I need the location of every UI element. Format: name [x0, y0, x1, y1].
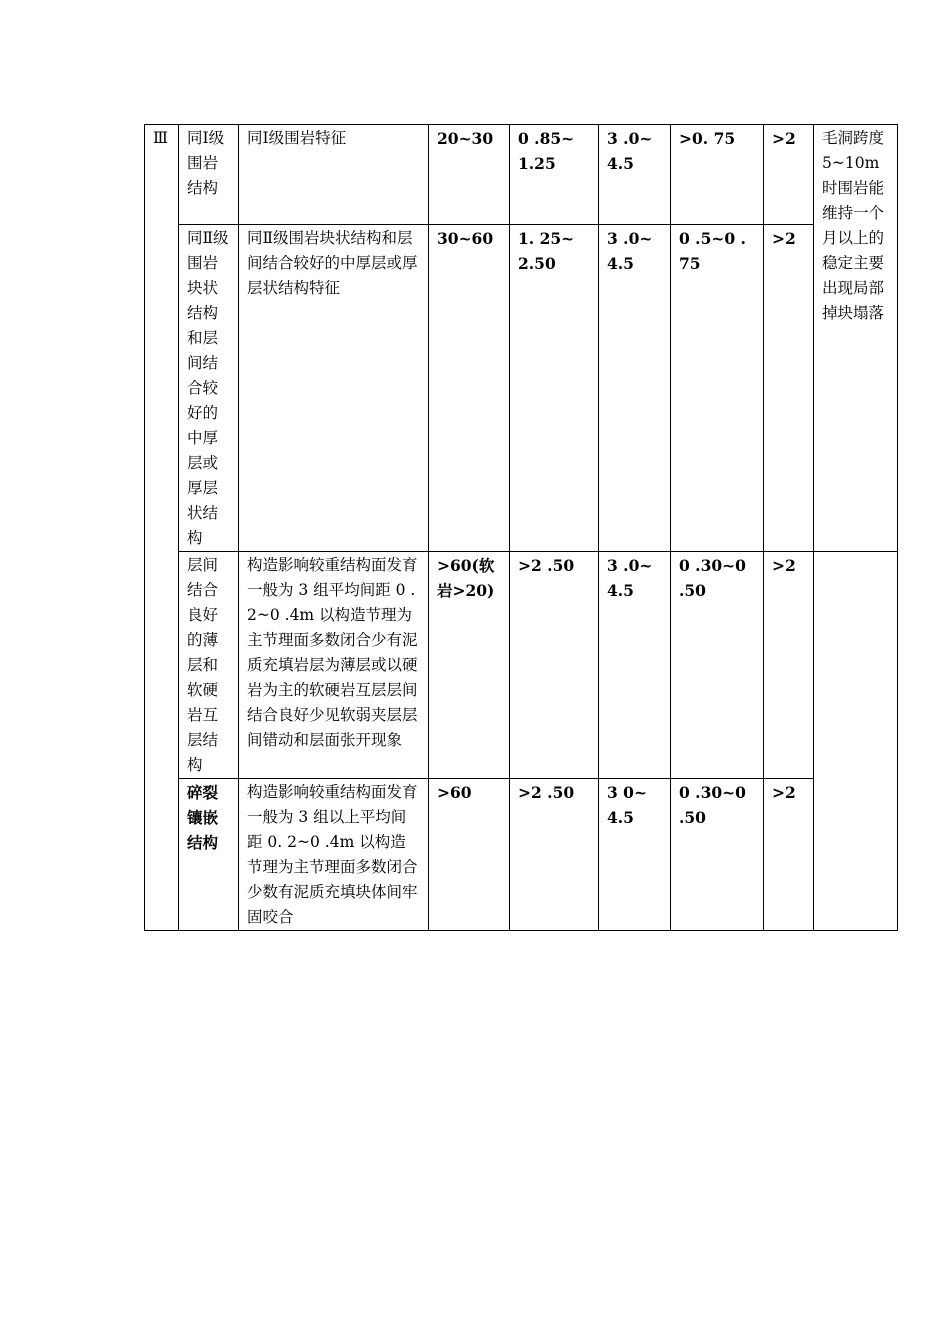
value-cell: 0 .85~1.25	[510, 125, 599, 225]
structure-cell: 同Ⅱ级围岩块状结构和层间结合较好的中厚层或厚层状结构	[179, 225, 239, 552]
value-cell: >2 .50	[510, 552, 599, 779]
value-cell: 20~30	[429, 125, 510, 225]
value-cell: 3 .0~4.5	[599, 552, 671, 779]
value-cell: >60(软岩>20)	[429, 552, 510, 779]
value-cell: 30~60	[429, 225, 510, 552]
table-row	[145, 225, 898, 552]
features-cell: 同Ⅱ级围岩块状结构和层间结合较好的中厚层或厚层状结构特征	[239, 225, 429, 552]
value-cell: 3 .0~4.5	[599, 125, 671, 225]
stability-cell: 毛洞跨度 5~10m 时围岩能维持一个月以上的稳定主要出现局部掉块塌落	[814, 125, 898, 552]
value-cell: 0 .30~0 .50	[671, 552, 764, 779]
empty-cell	[814, 552, 898, 931]
value-cell: >2	[764, 225, 814, 552]
value-cell: >0. 75	[671, 125, 764, 225]
rock-classification-table	[144, 124, 898, 931]
value-cell: 3 .0~4.5	[599, 225, 671, 552]
table-row	[145, 125, 898, 225]
structure-cell: 层间结合良好的薄层和软硬岩互层结构	[179, 552, 239, 779]
structure-cell: 碎裂镶嵌结构	[179, 779, 239, 931]
value-cell: 0 .5~0 .75	[671, 225, 764, 552]
structure-cell: 同Ⅰ级围岩结构	[179, 125, 239, 225]
value-cell: >2 .50	[510, 779, 599, 931]
value-cell: 3 0~4.5	[599, 779, 671, 931]
value-cell: >2	[764, 779, 814, 931]
table-row	[145, 779, 898, 931]
value-cell: >60	[429, 779, 510, 931]
value-cell: 1. 25~2.50	[510, 225, 599, 552]
table-row	[145, 552, 898, 779]
value-cell: 0 .30~0 .50	[671, 779, 764, 931]
grade-cell: Ⅲ	[145, 125, 179, 931]
features-cell: 构造影响较重结构面发育一般为 3 组以上平均间距 0. 2~0 .4m 以构造节理为主节理面多数闭合少数有泥质充填块体间牢固咬合	[239, 779, 429, 931]
features-cell: 同Ⅰ级围岩特征	[239, 125, 429, 225]
value-cell: >2	[764, 125, 814, 225]
features-cell: 构造影响较重结构面发育一般为 3 组平均间距 0 .2~0 .4m 以构造节理为主节理面多数闭合少有泥质充填岩层为薄层或以硬岩为主的软硬岩互层层间结合良好少见软弱夹层层间错动和层面张开现象	[239, 552, 429, 779]
value-cell: >2	[764, 552, 814, 779]
